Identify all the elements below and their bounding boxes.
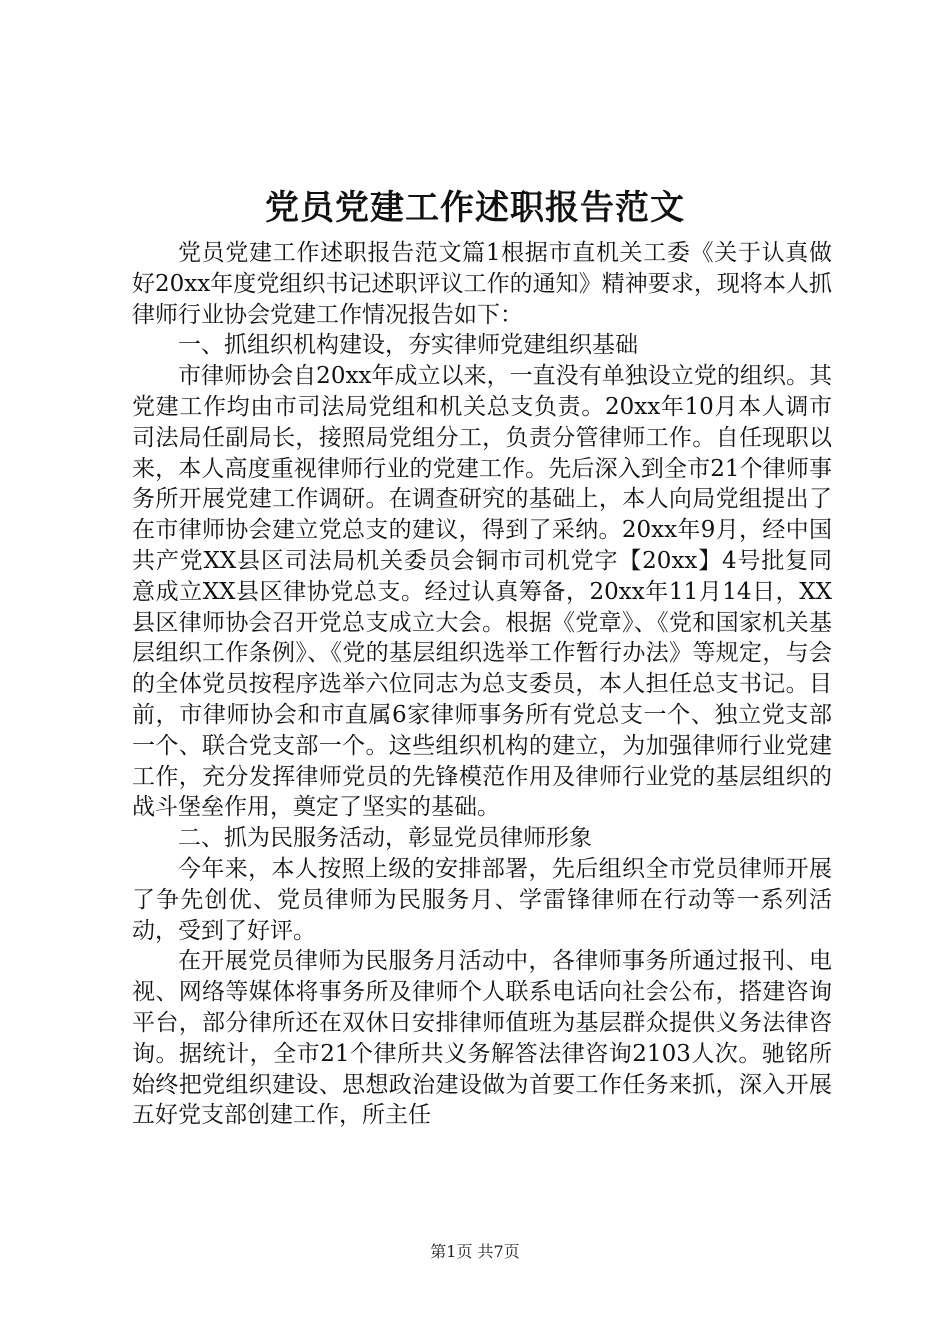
intro-paragraph: 党员党建工作述职报告范文篇1根据市直机关工委《关于认真做好20xx年度党组织书记述职评议工作的通知》精神要求，现将本人抓律师行业协会党建工作情况报告如下： bbox=[132, 240, 832, 328]
body-paragraph: 今年来，本人按照上级的安排部署，先后组织全市党员律师开展了争先创优、党员律师为民服务月、学雷锋律师在行动等一系列活动，受到了好评。 bbox=[132, 855, 832, 944]
document-body bbox=[132, 238, 832, 1131]
document-title: 党员党建工作述职报告范文 bbox=[265, 188, 685, 228]
body-paragraph: 市律师协会自20xx年成立以来，一直没有单独设立党的组织。其党建工作均由市司法局党组和机关总支负责。20xx年10月本人调市司法局任副局长，接照局党组分工，负责分管律师工作。自任现职以来，本人高度重视律师行业的党建工作。先后深入到全市21个律师事务所开展党建工作调研。在调查研究的基础上，本人向局党组提出了在市律师协会建立党总支的建议，得到了采纳。20xx年9月，经中国共产党XX县区司法局机关委员会铜市司机党字【20xx】4号批复同意成立XX县区律协党总支。经过认真筹备，20xx年11月14日，XX县区律师协会召开党总支成立大会。根据《党章》、《党和国家机关基层组织工作条例》、《党的基层组织选举工作暂行办法》等规定，与会的全体党员按程序选举六位同志为总支委员，本人担任总支书记。目前，市律师协会和市直属6家律师事务所有党总支一个、独立党支部一个、联合党支部一个。这些组织机构的建立，为加强律师行业党建工作，充分发挥律师党员的先锋模范作用及律师行业党的基层组织的战斗堡垒作用，奠定了坚实的基础。 bbox=[132, 363, 832, 821]
section-heading-2: 二、抓为民服务活动，彰显党员律师形象 bbox=[178, 825, 592, 852]
body-paragraph: 在开展党员律师为民服务月活动中，各律师事务所通过报刊、电视、网络等媒体将事务所及律师个人联系电话向社会公布，搭建咨询平台，部分律所还在双休日安排律师值班为基层群众提供义务法律咨询。据统计，全市21个律所共义务解答法律咨询2103人次。驰铭所始终把党组织建设、思想政治建设做为首要工作任务来抓，深入开展五好党支部创建工作，所主任 bbox=[132, 948, 832, 1129]
page-number-footer: 第1页 共7页 bbox=[430, 1242, 520, 1261]
section-heading-1: 一、抓组织机构建设，夯实律师党建组织基础 bbox=[178, 332, 638, 359]
